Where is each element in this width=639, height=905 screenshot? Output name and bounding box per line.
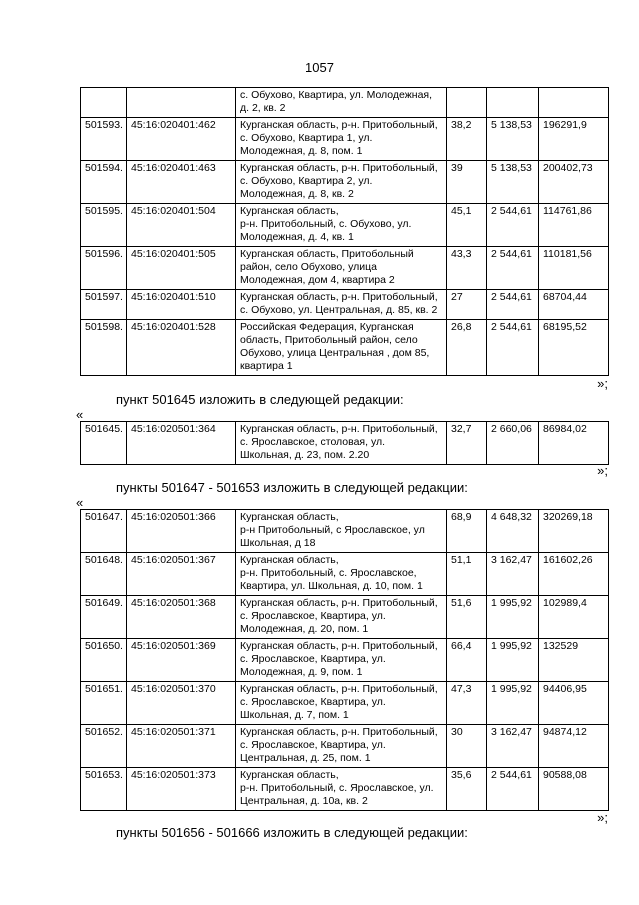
cadastral-value-cell: 196291,9 <box>539 118 609 161</box>
area-cell: 26,8 <box>447 320 487 376</box>
row-number-cell: 501594. <box>81 161 127 204</box>
address-line: Курганская область, р-н. Притобольный, <box>240 291 438 303</box>
rate-cell: 1 995,92 <box>487 639 539 682</box>
cadastral-number-cell: 45:16:020401:528 <box>127 320 236 376</box>
property-table-1 <box>80 87 609 376</box>
table-row <box>81 682 609 725</box>
cadastral-value-cell: 94406,95 <box>539 682 609 725</box>
address-cell <box>236 204 447 247</box>
cadastral-number-cell: 45:16:020501:366 <box>127 510 236 553</box>
cadastral-number-cell: 45:16:020501:368 <box>127 596 236 639</box>
address-line: Молодежная, д. 20, пом. 1 <box>240 623 369 635</box>
address-cell <box>236 161 447 204</box>
address-line: Квартира, ул. Школьная, д. 10, пом. 1 <box>240 580 423 592</box>
row-number-cell: 501653. <box>81 768 127 811</box>
area-cell: 39 <box>447 161 487 204</box>
row-number-cell: 501597. <box>81 290 127 320</box>
table-row <box>81 553 609 596</box>
cadastral-number-cell: 45:16:020501:371 <box>127 725 236 768</box>
property-table-2 <box>80 421 609 465</box>
cadastral-value-cell: 86984,02 <box>539 422 609 465</box>
row-number-cell: 501648. <box>81 553 127 596</box>
address-line: д. 2, кв. 2 <box>240 102 286 114</box>
opening-quote-1: « <box>76 407 84 422</box>
cadastral-number-cell: 45:16:020401:510 <box>127 290 236 320</box>
address-cell <box>236 290 447 320</box>
cadastral-value-cell: 320269,18 <box>539 510 609 553</box>
property-table-3 <box>80 509 609 811</box>
address-cell <box>236 725 447 768</box>
address-cell <box>236 596 447 639</box>
amendment-instruction-1: пункт 501645 изложить в следующей редакции: <box>116 392 404 407</box>
area-cell: 35,6 <box>447 768 487 811</box>
table-row <box>81 204 609 247</box>
rate-cell <box>487 88 539 118</box>
row-number-cell: 501647. <box>81 510 127 553</box>
rate-cell: 5 138,53 <box>487 161 539 204</box>
address-line: Школьная, д. 7, пом. 1 <box>240 709 349 721</box>
rate-cell: 2 544,61 <box>487 204 539 247</box>
area-cell: 43,3 <box>447 247 487 290</box>
cadastral-value-cell: 94874,12 <box>539 725 609 768</box>
address-line: Курганская область, р-н. Притобольный, <box>240 162 438 174</box>
rate-cell: 2 544,61 <box>487 320 539 376</box>
row-number-cell: 501645. <box>81 422 127 465</box>
table-row <box>81 639 609 682</box>
rate-cell: 3 162,47 <box>487 725 539 768</box>
address-line: Российская Федерация, Курганская <box>240 321 414 333</box>
closing-quote-1: »; <box>597 376 608 391</box>
address-line: Курганская область, р-н. Притобольный, <box>240 423 438 435</box>
cadastral-number-cell: 45:16:020401:505 <box>127 247 236 290</box>
area-cell: 45,1 <box>447 204 487 247</box>
address-line: с. Ярославское, Квартира, ул. <box>240 653 386 665</box>
rate-cell: 2 544,61 <box>487 768 539 811</box>
address-line: с. Ярославское, Квартира, ул. <box>240 610 386 622</box>
address-cell <box>236 88 447 118</box>
table-row <box>81 88 609 118</box>
address-line: с. Обухово, Квартира, ул. Молодежная, <box>240 89 433 101</box>
cadastral-number-cell: 45:16:020501:367 <box>127 553 236 596</box>
rate-cell: 1 995,92 <box>487 682 539 725</box>
area-cell: 51,6 <box>447 596 487 639</box>
table-row <box>81 725 609 768</box>
address-line: с. Обухово, Квартира 1, ул. <box>240 132 373 144</box>
cadastral-value-cell <box>539 88 609 118</box>
address-line: с. Обухово, Квартира 2, ул. <box>240 175 373 187</box>
area-cell: 38,2 <box>447 118 487 161</box>
address-line: с. Обухово, ул. Центральная, д. 85, кв. 2 <box>240 304 438 316</box>
address-line: с. Ярославское, столовая, ул. <box>240 436 386 448</box>
cadastral-value-cell: 68704,44 <box>539 290 609 320</box>
address-line: р-н. Притобольный, с. Ярославское, ул. <box>240 782 434 794</box>
address-cell <box>236 768 447 811</box>
row-number-cell: 501593. <box>81 118 127 161</box>
rate-cell: 2 544,61 <box>487 247 539 290</box>
address-line: р-н Притобольный, с Ярославское, ул <box>240 524 425 536</box>
table-row <box>81 118 609 161</box>
row-number-cell: 501652. <box>81 725 127 768</box>
cadastral-value-cell: 132529 <box>539 639 609 682</box>
address-line: Курганская область, <box>240 769 339 781</box>
address-line: Курганская область, <box>240 511 339 523</box>
row-number-cell <box>81 88 127 118</box>
amendment-instruction-2: пункты 501647 - 501653 изложить в следующей редакции: <box>116 480 468 495</box>
address-line: Молодежная, д. 9, пом. 1 <box>240 666 363 678</box>
rate-cell: 5 138,53 <box>487 118 539 161</box>
address-line: область, Притобольный район, село <box>240 334 418 346</box>
page-number: 1057 <box>305 60 334 75</box>
area-cell: 27 <box>447 290 487 320</box>
address-line: Курганская область, р-н. Притобольный, <box>240 726 438 738</box>
address-line: Курганская область, р-н. Притобольный, <box>240 640 438 652</box>
cadastral-number-cell: 45:16:020501:373 <box>127 768 236 811</box>
cadastral-value-cell: 161602,26 <box>539 553 609 596</box>
cadastral-number-cell: 45:16:020401:462 <box>127 118 236 161</box>
table-row <box>81 290 609 320</box>
cadastral-value-cell: 200402,73 <box>539 161 609 204</box>
opening-quote-2: « <box>76 495 84 510</box>
address-line: Курганская область, <box>240 554 339 566</box>
address-cell <box>236 639 447 682</box>
cadastral-value-cell: 90588,08 <box>539 768 609 811</box>
address-line: Обухово, улица Центральная , дом 85, <box>240 347 430 359</box>
address-cell <box>236 510 447 553</box>
address-line: Школьная, д. 23, пом. 2.20 <box>240 449 370 461</box>
address-line: Молодежная, д. 8, пом. 1 <box>240 145 363 157</box>
address-line: квартира 1 <box>240 360 293 372</box>
closing-quote-2: »; <box>597 463 608 478</box>
address-line: Молодежная, дом 4, квартира 2 <box>240 274 395 286</box>
address-line: Молодежная, д. 8, кв. 2 <box>240 188 354 200</box>
area-cell: 30 <box>447 725 487 768</box>
address-cell <box>236 553 447 596</box>
address-line: Курганская область, р-н. Притобольный, <box>240 683 438 695</box>
area-cell: 32,7 <box>447 422 487 465</box>
rate-cell: 2 660,06 <box>487 422 539 465</box>
address-line: Центральная, д. 25, пом. 1 <box>240 752 371 764</box>
table-row <box>81 247 609 290</box>
cadastral-value-cell: 68195,52 <box>539 320 609 376</box>
address-cell <box>236 422 447 465</box>
address-cell <box>236 118 447 161</box>
table-row <box>81 510 609 553</box>
cadastral-number-cell <box>127 88 236 118</box>
cadastral-number-cell: 45:16:020501:369 <box>127 639 236 682</box>
address-line: с. Ярославское, Квартира, ул. <box>240 739 386 751</box>
row-number-cell: 501595. <box>81 204 127 247</box>
address-cell <box>236 247 447 290</box>
address-line: Курганская область, р-н. Притобольный, <box>240 119 438 131</box>
address-line: Школьная, д 18 <box>240 537 316 549</box>
cadastral-number-cell: 45:16:020501:364 <box>127 422 236 465</box>
cadastral-number-cell: 45:16:020401:463 <box>127 161 236 204</box>
cadastral-value-cell: 114761,86 <box>539 204 609 247</box>
row-number-cell: 501650. <box>81 639 127 682</box>
address-line: Курганская область, р-н. Притобольный, <box>240 597 438 609</box>
rate-cell: 1 995,92 <box>487 596 539 639</box>
rate-cell: 2 544,61 <box>487 290 539 320</box>
area-cell: 51,1 <box>447 553 487 596</box>
address-cell <box>236 320 447 376</box>
row-number-cell: 501598. <box>81 320 127 376</box>
table-row <box>81 320 609 376</box>
address-line: Курганская область, Притобольный <box>240 248 414 260</box>
cadastral-number-cell: 45:16:020501:370 <box>127 682 236 725</box>
address-line: с. Ярославское, Квартира, ул. <box>240 696 386 708</box>
row-number-cell: 501649. <box>81 596 127 639</box>
cadastral-value-cell: 102989,4 <box>539 596 609 639</box>
address-line: р-н. Притобольный, с. Обухово, ул. <box>240 218 412 230</box>
address-line: Молодежная, д. 4, кв. 1 <box>240 231 354 243</box>
address-line: район, село Обухово, улица <box>240 261 377 273</box>
row-number-cell: 501596. <box>81 247 127 290</box>
table-row <box>81 161 609 204</box>
area-cell <box>447 88 487 118</box>
area-cell: 66,4 <box>447 639 487 682</box>
rate-cell: 4 648,32 <box>487 510 539 553</box>
table-row <box>81 768 609 811</box>
address-line: Курганская область, <box>240 205 339 217</box>
address-line: р-н. Притобольный, с. Ярославское, <box>240 567 417 579</box>
amendment-instruction-3: пункты 501656 - 501666 изложить в следующей редакции: <box>116 825 468 840</box>
table-row <box>81 596 609 639</box>
area-cell: 68,9 <box>447 510 487 553</box>
table-row <box>81 422 609 465</box>
area-cell: 47,3 <box>447 682 487 725</box>
address-line: Центральная, д. 10а, кв. 2 <box>240 795 368 807</box>
cadastral-number-cell: 45:16:020401:504 <box>127 204 236 247</box>
row-number-cell: 501651. <box>81 682 127 725</box>
rate-cell: 3 162,47 <box>487 553 539 596</box>
cadastral-value-cell: 110181,56 <box>539 247 609 290</box>
address-cell <box>236 682 447 725</box>
closing-quote-3: »; <box>597 810 608 825</box>
